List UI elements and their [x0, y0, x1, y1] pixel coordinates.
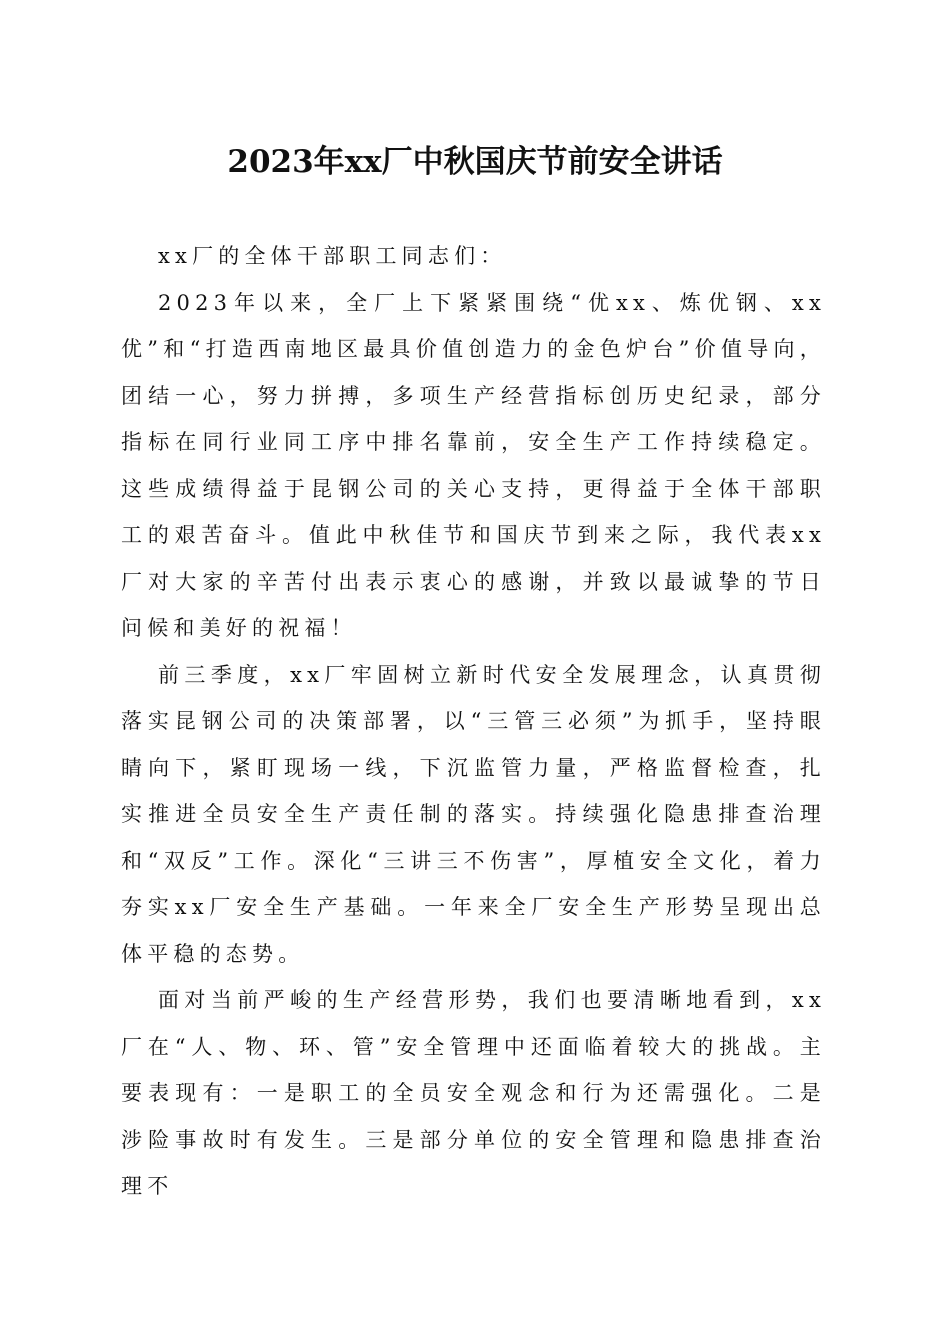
document-body [121, 233, 826, 1210]
paragraph-2: 前三季度，xx厂牢固树立新时代安全发展理念，认真贯彻落实昆钢公司的决策部署，以“三管三必须”为抓手，坚持眼睛向下，紧盯现场一线，下沉监管力量，严格监督检查，扎实推进全员安全生产责任制的落实。持续强化隐患排查治理和“双反”工作。深化“三讲三不伤害”，厚植安全文化，着力夯实xx厂安全生产基础。一年来全厂安全生产形势呈现出总体平稳的态势。 [121, 662, 826, 966]
paragraph-3: 面对当前严峻的生产经营形势，我们也要清晰地看到，xx厂在“人、物、环、管”安全管理中还面临着较大的挑战。主要表现有：一是职工的全员安全观念和行为还需强化。二是涉险事故时有发生。三是部分单位的安全管理和隐患排查治理不 [121, 988, 826, 1198]
greeting-line: xx厂的全体干部职工同志们： [158, 244, 507, 268]
paragraph-1: 2023年以来，全厂上下紧紧围绕“优xx、炼优钢、xx优”和“打造西南地区最具价值创造力的金色炉台”价值导向，团结一心，努力拼搏，多项生产经营指标创历史纪录，部分指标在同行业同工序中排名靠前，安全生产工作持续稳定。这些成绩得益于昆钢公司的关心支持，更得益于全体干部职工的艰苦奋斗。值此中秋佳节和国庆节到来之际，我代表xx厂对大家的辛苦付出表示衷心的感谢，并致以最诚挚的节日问候和美好的祝福！ [121, 290, 826, 640]
document-title: 2023年xx厂中秋国庆节前安全讲话 [227, 144, 723, 180]
